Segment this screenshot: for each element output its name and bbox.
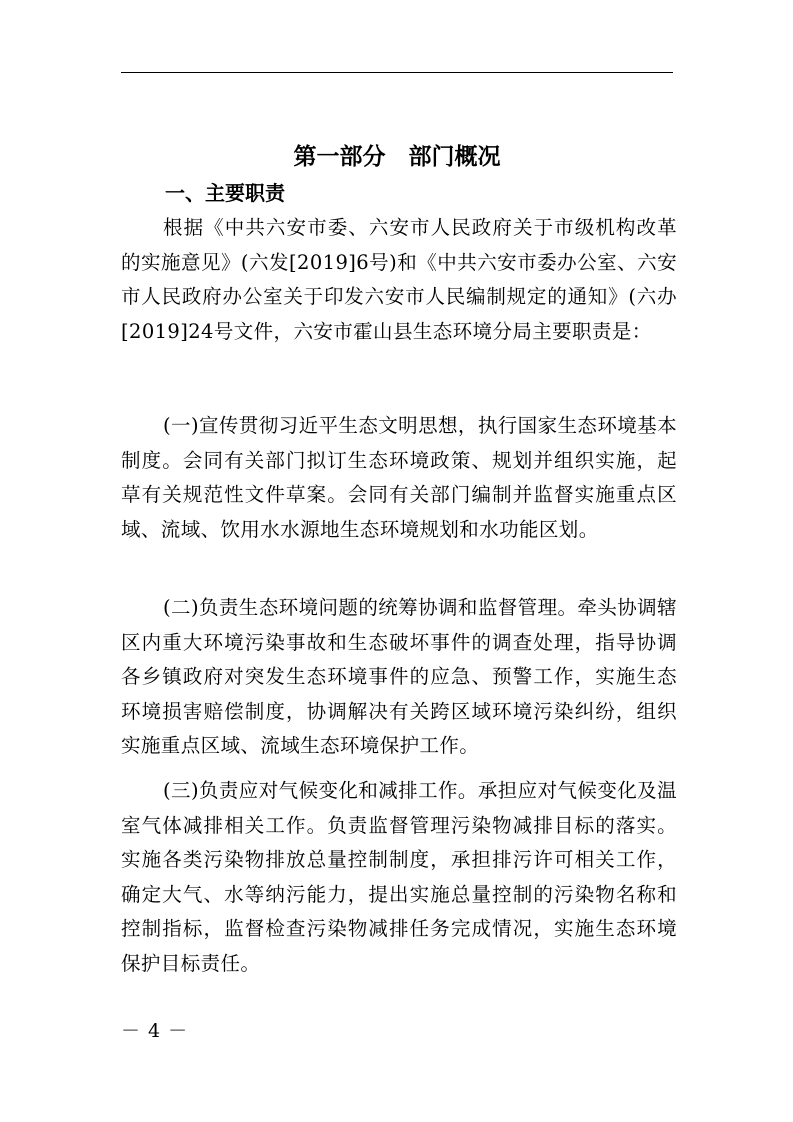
page-number: － 4 － [121, 1020, 189, 1042]
paragraph-duty-1: (一)宣传贯彻习近平生态文明思想，执行国家生态环境基本制度。会同有关部门拟订生态环境政策、规划并组织实施，起草有关规范性文件草案。会同有关部门编制并监督实施重点区域、流域、饮用水水源地生态环境规划和水功能区划。 [121, 414, 677, 541]
paragraph-intro: 根据《中共六安市委、六安市人民政府关于市级机构改革的实施意见》(六发[2019]6号)和《中共六安市委办公室、六安市人民政府办公室关于印发六安市人民编制规定的通知》(六办[2019]24号文件，六安市霍山县生态环境分局主要职责是： [121, 216, 677, 343]
header-rule [121, 72, 673, 73]
heading-main-duties: 一、主要职责 [165, 181, 285, 205]
paragraph-duty-2: (二)负责生态环境问题的统筹协调和监督管理。牵头协调辖区内重大环境污染事故和生态破坏事件的调查处理，指导协调各乡镇政府对突发生态环境事件的应急、预警工作，实施生态环境损害赔偿制度，协调解决有关跨区域环境污染纠纷，组织实施重点区域、流域生态环境保护工作。 [121, 596, 677, 757]
paragraph-duty-3: (三)负责应对气候变化和减排工作。承担应对气候变化及温室气体减排相关工作。负责监督管理污染物减排目标的落实。实施各类污染物排放总量控制制度，承担排污许可相关工作，确定大气、水等纳污能力，提出实施总量控制的污染物名称和控制指标，监督检查污染物减排任务完成情况，实施生态环境保护目标责任。 [121, 779, 677, 975]
section-title: 第一部分 部门概况 [293, 144, 501, 170]
